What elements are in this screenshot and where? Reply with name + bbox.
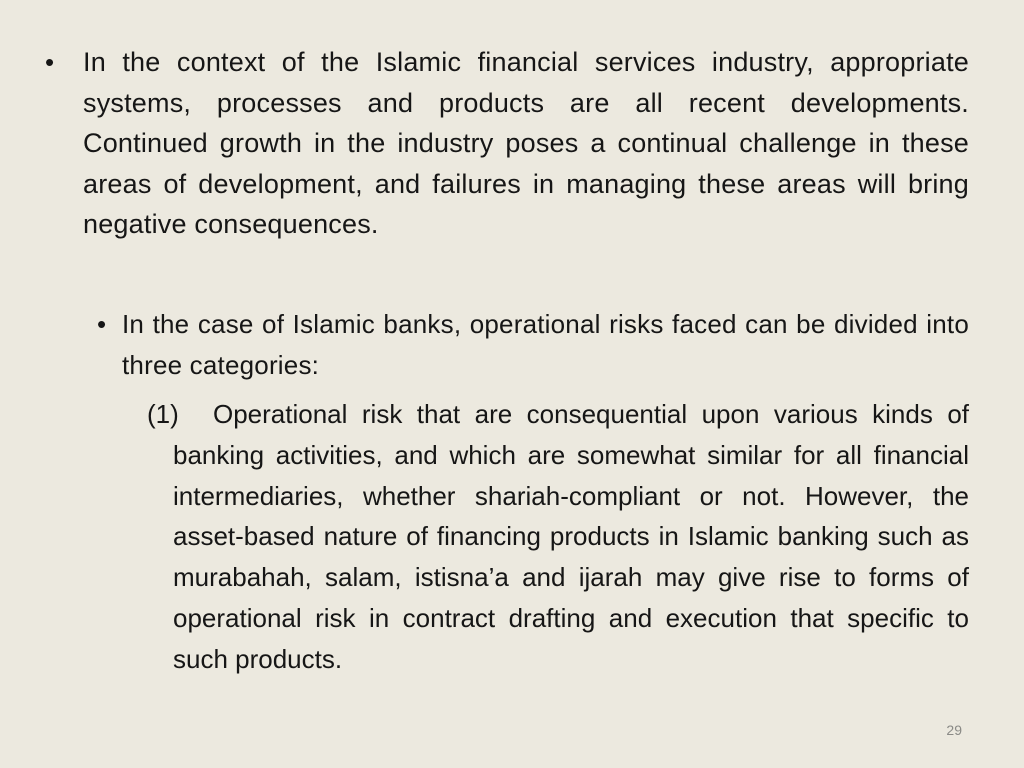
bullet-marker: • [45, 47, 55, 77]
subitem-operational-risk [147, 394, 969, 680]
bullet-marker: • [97, 309, 107, 339]
bullet-islamic-financial-services: In the context of the Islamic financial services industry, appropriate systems, processes and products are all recent developments. Continued growth in the industry poses a continual challenge in these areas of development, and failures in managing these areas will bring negative consequences. [83, 47, 969, 239]
subitem-text: Operational risk that are consequential upon various kinds of banking activities, and which are somewhat similar for all financial intermediaries, whether shariah-compliant or not. However, the asset-based nature of financing products in Islamic banking such as murabahah, salam, istisna’a and ijarah may give rise to forms of operational risk in contract drafting and execution that specific to such products. [173, 399, 969, 674]
bullet-operational-risk-categories: In the case of Islamic banks, operational risks faced can be divided into three categories: [122, 309, 969, 380]
subitem-number: (1) [147, 399, 179, 429]
page-number: 29 [946, 722, 962, 738]
